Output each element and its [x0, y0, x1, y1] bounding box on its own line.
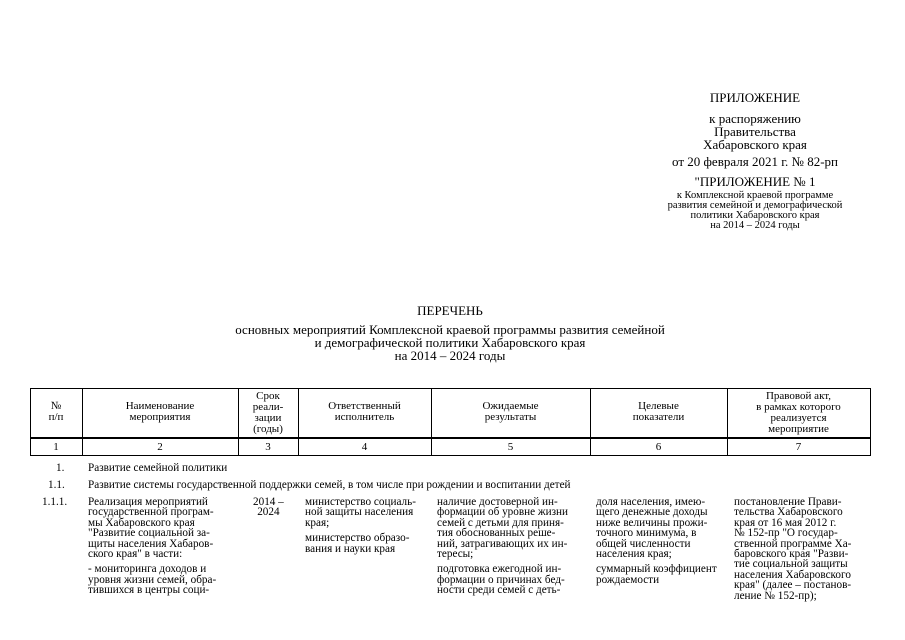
appendix-title: ПРИЛОЖЕНИЕ [709, 90, 801, 105]
appendix-government: Правительства [714, 124, 796, 139]
appendix-to-order: к распоряжению [709, 111, 801, 126]
subsection-title: Развитие системы государственной поддержки семей, в том числе при рождении и воспитании детей [88, 479, 571, 491]
header-number: № п/п [48, 400, 64, 423]
appendix-program-line: политики Хабаровского края [690, 210, 820, 221]
results-cell: наличие достоверной ин- формации об уровне жизни семей с детьми для приня- тия обоснованных реше- ний, затрагивающих их ин- тересы; подготовка ежегодной ин- формации о причинах бед- ности среди семей с деть- [437, 496, 568, 597]
appendix-program-line: развития семейной и демографической [667, 200, 843, 211]
column-number: 4 [361, 441, 368, 453]
appendix-date-number: от 20 февраля 2021 г. № 82-рп [672, 154, 838, 169]
header-legal-act: Правовой акт, в рамках которого реализуется мероприятие [756, 390, 841, 435]
appendix-program-line: на 2014 – 2024 годы [710, 220, 800, 231]
header-measure-name: Наименование мероприятия [125, 400, 195, 423]
column-number: 6 [655, 441, 662, 453]
document-heading: ПЕРЕЧЕНЬ [417, 303, 483, 318]
column-number: 3 [265, 441, 271, 453]
subsection-number: 1.1. [48, 479, 65, 491]
document-title-line: на 2014 – 2024 годы [394, 348, 506, 363]
column-number: 2 [157, 441, 163, 453]
indicators-cell: доля населения, имею- щего денежные доходы ниже величины прожи- точного минимума, в общей численности населения края; суммарный коэффициент рождаемости [596, 496, 717, 586]
appendix-region: Хабаровского края [703, 137, 807, 152]
measure-name-cell: Реализация мероприятий государственной програм- мы Хабаровского края "Развитие социальной за- щиты населения Хабаров- ского края" в части: - мониторинга доходов и уровня жизни семей, обра- тившихся в центры соци- [88, 496, 217, 597]
appendix-program-line: к Комплексной краевой программе [676, 190, 834, 201]
header-results: Ожидаемые результаты [482, 400, 539, 423]
section-title: Развитие семейной политики [88, 462, 228, 474]
document-title-line: основных мероприятий Комплексной краевой программы развития семейной [235, 322, 665, 337]
column-number: 5 [507, 441, 514, 453]
document-title-line: и демографической политики Хабаровского края [314, 335, 586, 350]
header-term: Срок реали- зации (годы) [252, 390, 284, 435]
appendix-number-one: "ПРИЛОЖЕНИЕ № 1 [694, 174, 816, 189]
executor-cell: министерство социаль- ной защиты населения края; министерство образо- вания и науки края [305, 496, 416, 555]
header-indicators: Целевые показатели [632, 400, 685, 423]
section-number: 1. [56, 462, 65, 474]
term-cell: 2014 – 2024 [253, 496, 284, 519]
header-executor: Ответственный исполнитель [328, 400, 401, 423]
legal-act-cell: постановление Прави- тельства Хабаровского края от 16 мая 2012 г. № 152-пр "О государ- ственной программе Ха- баровского края "Разви- тие социальной защиты населения Хабаровского края" (далее – постанов- ление № 152-пр); [734, 496, 852, 602]
row-number: 1.1.1. [42, 496, 68, 508]
column-number: 1 [53, 441, 59, 453]
column-number: 7 [795, 441, 802, 453]
